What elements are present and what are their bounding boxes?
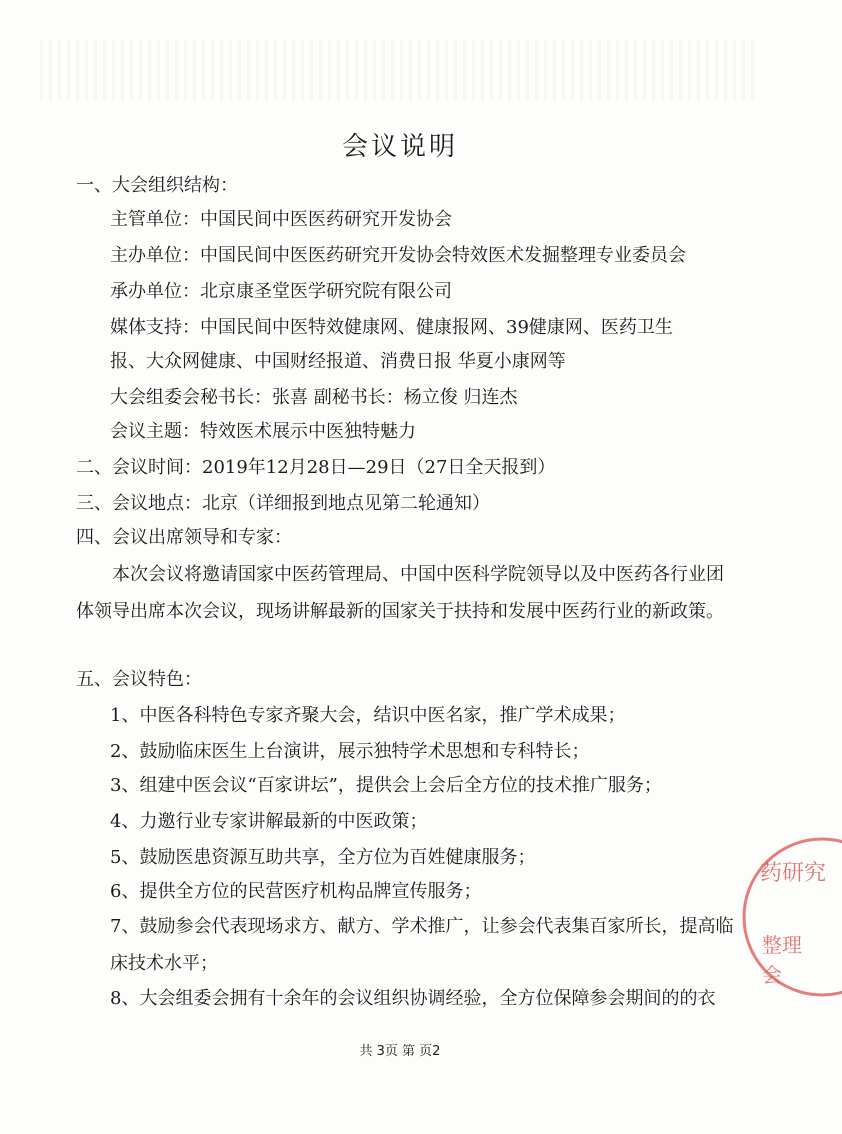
svg-text:会: 会 <box>762 963 782 987</box>
feature-item: 1、中医各科特色专家齐聚大会，结识中医名家，推广学术成果； <box>110 705 626 726</box>
section2-time: 二、会议时间：2019年12月28日—29日（27日全天报到） <box>76 457 556 478</box>
secretary-line: 大会组委会秘书长：张喜 副秘书长：杨立俊 归连杰 <box>110 387 518 408</box>
section5-heading: 五、会议特色： <box>76 669 202 690</box>
feature-item: 2、鼓励临床医生上台演讲，展示独特学术思想和专科特长； <box>110 741 590 762</box>
media-line-2: 报、大众网健康、中国财经报道、消费日报 华夏小康网等 <box>110 351 566 372</box>
scan-noise <box>40 40 760 100</box>
section4-heading: 四、会议出席领导和专家： <box>76 527 292 548</box>
organizer-line: 承办单位：北京康圣堂医学研究院有限公司 <box>110 281 452 302</box>
host-line: 主办单位：中国民间中医医药研究开发协会特效医术发掘整理专业委员会 <box>110 245 686 266</box>
supervisor-line: 主管单位：中国民间中医医药研究开发协会 <box>110 209 452 230</box>
section1-heading: 一、大会组织结构： <box>76 175 238 196</box>
section3-location: 三、会议地点：北京（详细报到地点见第二轮通知） <box>76 493 490 514</box>
page-title: 会议说明 <box>341 132 458 162</box>
svg-text:整理: 整理 <box>762 933 802 957</box>
red-seal-stamp <box>752 832 842 1002</box>
feature-item: 7、鼓励参会代表现场求方、献方、学术推广，让参会代表集百家所长，提高临床技术水平； <box>110 916 734 974</box>
feature-item: 6、提供全方位的民营医疗机构品牌宣传服务； <box>110 881 482 902</box>
svg-text:药研究: 药研究 <box>760 861 827 886</box>
media-line-1: 媒体支持：中国民间中医特效健康网、健康报网、39健康网、医药卫生 <box>110 317 673 338</box>
feature-item: 4、力邀行业专家讲解最新的中医政策； <box>110 811 428 832</box>
feature-item: 8、大会组委会拥有十余年的会议组织协调经验，全方位保障参会期间的的衣 <box>110 988 716 1009</box>
feature-item: 3、组建中医会议“百家讲坛”，提供会上会后全方位的技术推广服务； <box>110 775 662 796</box>
page-footer: 共 3页 第 页2 <box>359 1044 441 1059</box>
section4-paragraph: 本次会议将邀请国家中医药管理局、中国中医科学院领导以及中医药各行业团体领导出席本次会议，现场讲解最新的国家关于扶持和发展中医药行业的新政策。 <box>76 564 724 622</box>
theme-line: 会议主题：特效医术展示中医独特魅力 <box>110 421 416 442</box>
feature-item: 5、鼓励医患资源互助共享，全方位为百姓健康服务； <box>110 847 536 868</box>
